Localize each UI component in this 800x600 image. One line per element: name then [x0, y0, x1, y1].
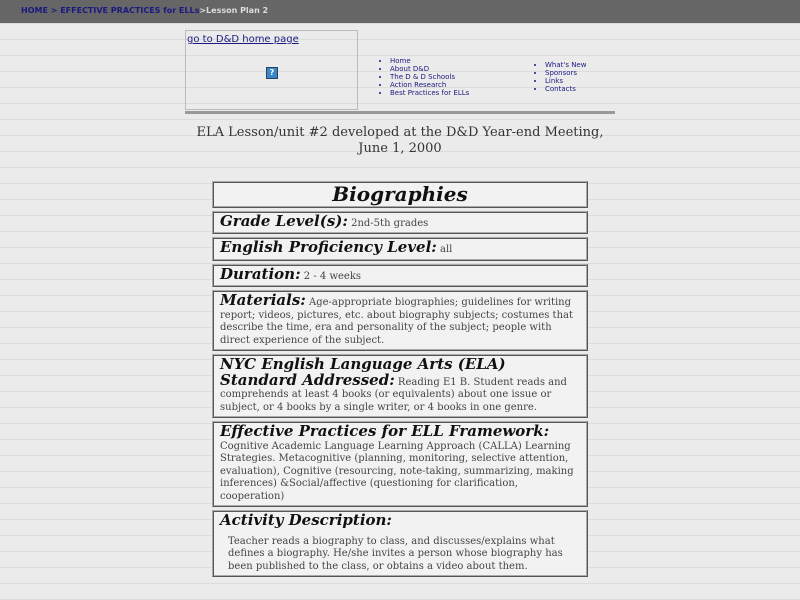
breadcrumb-section-link[interactable]: EFFECTIVE PRACTICES for ELLs — [60, 6, 200, 15]
secondary-nav — [533, 61, 586, 93]
home-page-link[interactable]: go to D&D home page — [187, 34, 299, 45]
standard-label: NYC English Language Arts (ELA) Standard Addressed: — [220, 355, 506, 389]
duration-value: 2 - 4 weeks — [300, 270, 362, 282]
materials-value: Age-appropriate biographies; guidelines for writing report; videos, pictures, etc. about biography subjects; costumes that describe the time, era and personality of the subject; people with direct experience of the subject. — [220, 297, 573, 346]
nav-item-sponsors[interactable]: • Sponsors — [545, 69, 586, 77]
breadcrumb-home-link[interactable]: HOME — [21, 6, 48, 15]
nav-item-links[interactable]: • Links — [545, 77, 586, 85]
breadcrumb-current: >Lesson Plan 2 — [199, 6, 269, 15]
standard-value: Reading E1 B. Student reads and comprehends at least 4 books (or equivalents) about one issue or subject, or 4 books by a single writer, or 4 books in one genre. — [220, 376, 567, 413]
lesson-title: Biographies — [212, 181, 588, 208]
nav-item-action-research[interactable]: • Action Research — [390, 81, 469, 89]
materials-row — [212, 290, 588, 351]
broken-image-icon[interactable]: ? — [266, 67, 278, 79]
grade-label: Grade Level(s): — [220, 211, 348, 230]
proficiency-row — [212, 237, 588, 261]
breadcrumb — [21, 6, 268, 15]
grade-value: 2nd-5th grades — [347, 217, 429, 229]
nav-item-best-practices[interactable]: • Best Practices for ELLs — [390, 89, 469, 97]
activity-label: Activity Description: — [220, 511, 392, 529]
nav-item-contacts[interactable]: • Contacts — [545, 85, 586, 93]
lesson-table — [212, 181, 588, 580]
proficiency-label: English Proficiency Level: — [220, 238, 437, 256]
grade-row — [212, 211, 588, 235]
duration-row — [212, 264, 588, 288]
duration-label: Duration: — [220, 264, 301, 283]
nav-item-schools[interactable]: • The D & D Schools — [390, 73, 469, 81]
nav-item-whats-new[interactable]: • What's New — [545, 61, 586, 69]
main-nav — [378, 57, 469, 97]
materials-label: Materials: — [220, 291, 306, 309]
home-link-box — [185, 30, 358, 110]
framework-label: Effective Practices for ELL Framework: — [220, 422, 550, 440]
nav-item-home[interactable]: • Home — [390, 57, 469, 65]
proficiency-value: all — [436, 244, 453, 255]
divider — [185, 111, 615, 114]
nav-item-about[interactable]: • About D&D — [390, 65, 469, 73]
activity-value: Teacher reads a biography to class, and discusses/explains what defines a biography. He/she invites a person whose biography has been published to the class, or obtains a video about them. — [228, 535, 563, 572]
framework-row — [212, 421, 588, 507]
intro-heading: ELA Lesson/unit #2 developed at the D&D Year-end Meeting, June 1, 2000 — [196, 125, 604, 156]
activity-row — [212, 510, 588, 577]
top-bar — [0, 0, 800, 23]
framework-value: Cognitive Academic Language Learning Approach (CALLA) Learning Strategies. Metacognitive (planning, monitoring, selective attention, evaluation), Cognitive (resourcing, note-taking, summarizing, making inferences) &Social/affective (questioning for clarification, cooperation) — [220, 440, 574, 502]
standard-row — [212, 354, 588, 418]
breadcrumb-separator: > — [47, 6, 61, 15]
